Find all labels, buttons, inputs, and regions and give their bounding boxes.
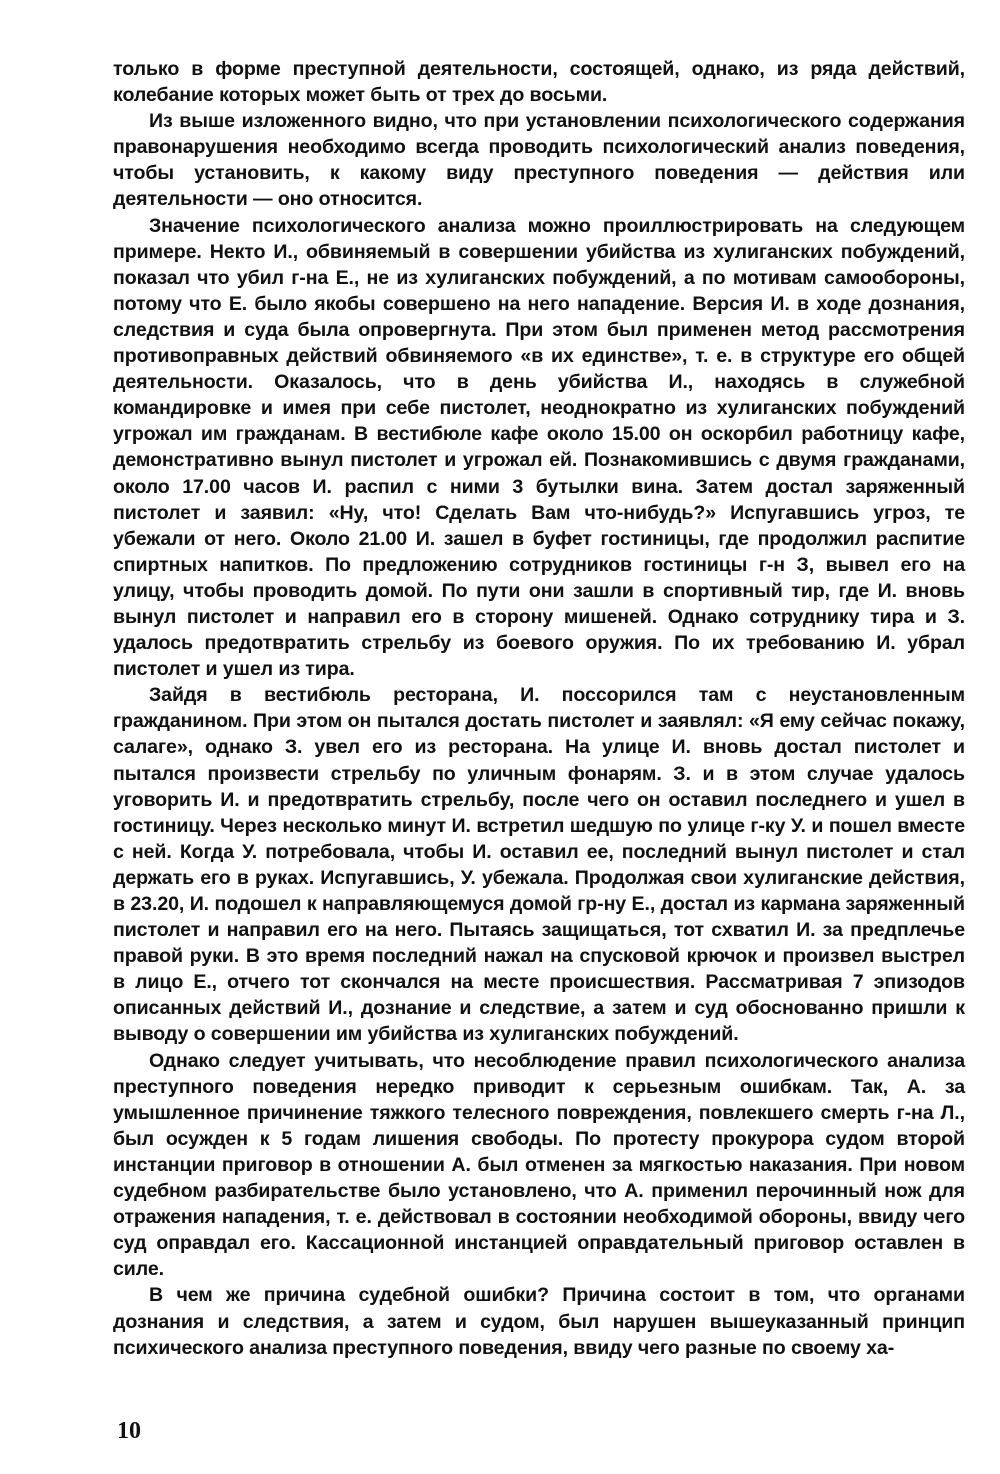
paragraph: Зайдя в вестибюль ресторана, И. поссорился там с неустановленным гражданином. При этом он пытался достать пистолет и заявлял: «Я ему сейчас покажу, салаге», однако З. увел его из ресторана. На улице И. вновь достал пистолет и пытался произвести стрельбу по уличным фонарям. З. и в этом случае удалось уговорить И. и предотвратить стрельбу, после чего он оставил последнего и ушел в гостиницу. Через несколько минут И. встретил шедшую по улице г-ку У. и пошел вместе с ней. Когда У. потребовала, чтобы И. оставил ее, последний вынул пистолет и стал держать его в руках. Испугавшись, У. убежала. Продолжая свои хулиганские действия, в 23.20, И. подошел к направляющемуся домой гр-ну Е., достал из кармана заряженный пистолет и направил его на него. Пытаясь защищаться, тот схватил И. за предплечье правой руки. В это время последний нажал на спусковой крючок и произвел выстрел в лицо Е., отчего тот скончался на месте происшествия. Рассматривая 7 эпизодов описанных действий И., дознание и следствие, а затем и суд обоснованно пришли к выводу о совершении им убийства из хулиганских побуждений. <box>113 684 965 1046</box>
paragraph: Однако следует учитывать, что несоблюдение правил психологического анализа преступного поведения нередко приводит к серьезным ошибкам. Так, А. за умышленное причинение тяжкого телесного повреждения, повлекшего смерть г-на Л., был осужден к 5 годам лишения свободы. По протесту прокурора судом второй инстанции приговор в отношении А. был отменен за мягкостью наказания. При новом судебном разбирательстве было установлено, что А. применил перочинный нож для отражения нападения, т. е. действовал в состоянии необходимой обороны, ввиду чего суд оправдал его. Кассационной инстанцией оправдательный приговор оставлен в силе. <box>113 1049 965 1281</box>
page-number: 10 <box>117 1418 141 1444</box>
paragraph: В чем же причина судебной ошибки? Причина состоит в том, что органами дознания и следствия, а затем и судом, был нарушен вышеуказанный принцип психического анализа преступного поведения, ввиду чего разные по своему ха- <box>113 1284 965 1359</box>
body-text <box>113 56 965 1361</box>
paragraph-continuation: только в форме преступной деятельности, состоящей, однако, из ряда действий, колебание которых может быть от трех до восьми. <box>113 58 965 107</box>
paragraph: Из выше изложенного видно, что при установлении психологического содержания правонарушения необходимо всегда проводить психологический анализ поведения, чтобы установить, к какому виду преступного поведения — действия или деятельности — оно относится. <box>113 110 965 211</box>
paragraph: Значение психологического анализа можно проиллюстрировать на следующем примере. Некто И., обвиняемый в совершении убийства из хулиганских побуждений, показал что убил г-на Е., не из хулиганских побуждений, а по мотивам самообороны, потому что Е. было якобы совершено на него нападение. Версия И. в ходе дознания, следствия и суда была опровергнута. При этом был применен метод рассмотрения противоправных действий обвиняемого «в их единстве», т. е. в структуре его общей деятельности. Оказалось, что в день убийства И., находясь в служебной командировке и имея при себе пистолет, неоднократно из хулиганских побуждений угрожал им гражданам. В вестибюле кафе около 15.00 он оскорбил работницу кафе, демонстративно вынул пистолет и угрожал ей. Познакомившись с двумя гражданами, около 17.00 часов И. распил с ними 3 бутылки вина. Затем достал заряженный пистолет и заявил: «Ну, что! Сделать Вам что-нибудь?» Испугавшись угроз, те убежали от него. Около 21.00 И. зашел в буфет гостиницы, где продолжил распитие спиртных напитков. По предложению сотрудников гостиницы г-н З, вывел его на улицу, чтобы проводить домой. По пути они зашли в спортивный тир, где И. вновь вынул пистолет и направил его в сторону мишеней. Однако сотруднику тира и З. удалось предотвратить стрельбу из боевого оружия. По их требованию И. убрал пистолет и ушел из тира. <box>113 214 965 681</box>
